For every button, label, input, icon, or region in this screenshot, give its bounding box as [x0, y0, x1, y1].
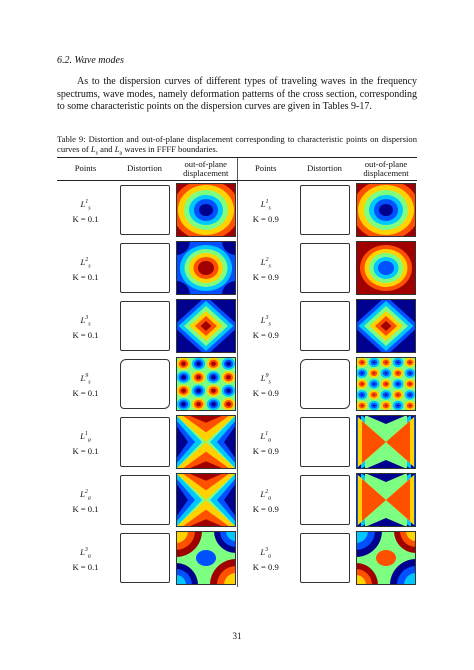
distortion-cell: [114, 413, 175, 471]
page-number: 31: [232, 631, 242, 641]
displacement-contour-map: [176, 415, 236, 469]
point-label: $L^3_a$ K = 0.1: [72, 546, 99, 573]
displacement-contour-map: [176, 183, 236, 237]
header-distortion: Distortion: [294, 158, 355, 181]
distortion-shape: [120, 243, 170, 293]
distortion-shape: [120, 417, 170, 467]
table-header-row: [57, 158, 417, 181]
point-label: $L^3_s$ K = 0.9: [237, 297, 294, 355]
displacement-cell: [355, 471, 417, 529]
displacement-contour-map: [176, 473, 236, 527]
distortion-shape: [120, 185, 170, 235]
point-label: $L^3_a$ K = 0.9: [237, 529, 294, 587]
point-label: $L^9_s$ K = 0.9: [237, 355, 294, 413]
results-table: [57, 157, 417, 587]
distortion-cell: [294, 297, 355, 355]
distortion-cell: [294, 471, 355, 529]
table-row: [57, 529, 417, 587]
displacement-cell: [175, 355, 237, 413]
point-label: $L^2_s$ K = 0.1: [72, 256, 99, 283]
displacement-contour-map: [356, 241, 416, 295]
table-row: [57, 297, 417, 355]
displacement-cell: [175, 297, 237, 355]
table-row: [57, 181, 417, 240]
table-row: [57, 239, 417, 297]
point-label: $L^1_a$ K = 0.1: [72, 430, 99, 457]
distortion-shape: [300, 185, 350, 235]
table-row: [57, 413, 417, 471]
header-points: Points: [57, 158, 114, 181]
displacement-contour-map: [176, 357, 236, 411]
distortion-shape: [300, 417, 350, 467]
distortion-shape: [120, 359, 170, 409]
distortion-cell: [114, 471, 175, 529]
displacement-contour-map: [356, 415, 416, 469]
displacement-contour-map: [356, 357, 416, 411]
table-row: [57, 355, 417, 413]
distortion-cell: [114, 181, 175, 240]
distortion-cell: [114, 529, 175, 587]
displacement-cell: [355, 297, 417, 355]
displacement-contour-map: [356, 531, 416, 585]
header-displacement: out-of-plane displacement: [355, 158, 417, 181]
displacement-cell: [355, 529, 417, 587]
distortion-shape: [300, 533, 350, 583]
header-displacement: out-of-plane displacement: [175, 158, 237, 181]
displacement-cell: [175, 471, 237, 529]
distortion-cell: [294, 529, 355, 587]
point-label: $L^9_s$ K = 0.1: [72, 372, 99, 399]
point-label: $L^1_a$ K = 0.9: [237, 413, 294, 471]
distortion-shape: [300, 359, 350, 409]
displacement-contour-map: [356, 299, 416, 353]
displacement-contour-map: [176, 241, 236, 295]
displacement-cell: [175, 181, 237, 240]
distortion-shape: [300, 301, 350, 351]
distortion-shape: [300, 243, 350, 293]
displacement-cell: [355, 413, 417, 471]
distortion-cell: [114, 355, 175, 413]
displacement-contour-map: [356, 473, 416, 527]
displacement-contour-map: [176, 531, 236, 585]
section-heading: 6.2. Wave modes: [57, 55, 124, 66]
table-caption: Table 9: Distortion and out-of-plane displacement corresponding to characteristic points on dispersion curves of $L_s$ and $L_a$ waves in FFFF boundaries.: [57, 134, 417, 157]
displacement-contour-map: [356, 183, 416, 237]
displacement-cell: [355, 181, 417, 240]
point-label: $L^1_s$ K = 0.1: [72, 198, 99, 225]
distortion-cell: [294, 355, 355, 413]
distortion-shape: [300, 475, 350, 525]
displacement-cell: [355, 239, 417, 297]
displacement-cell: [175, 413, 237, 471]
displacement-contour-map: [176, 299, 236, 353]
distortion-cell: [294, 181, 355, 240]
distortion-shape: [120, 475, 170, 525]
displacement-cell: [175, 529, 237, 587]
table-row: [57, 471, 417, 529]
distortion-shape: [120, 301, 170, 351]
distortion-cell: [294, 413, 355, 471]
distortion-cell: [114, 239, 175, 297]
point-label: $L^2_a$ K = 0.9: [237, 471, 294, 529]
header-distortion: Distortion: [114, 158, 175, 181]
distortion-cell: [114, 297, 175, 355]
point-label: $L^3_s$ K = 0.1: [72, 314, 99, 341]
displacement-cell: [175, 239, 237, 297]
distortion-shape: [120, 533, 170, 583]
point-label: $L^2_s$ K = 0.9: [237, 239, 294, 297]
header-points: Points: [237, 158, 294, 181]
displacement-cell: [355, 355, 417, 413]
intro-paragraph: As to the dispersion curves of different types of traveling waves in the frequency spectrums, wave modes, namely deformation patterns of the cross section, corresponding to some characteristic points on the dispersion curves are given in Tables 9-17.: [57, 76, 417, 113]
point-label: $L^1_s$ K = 0.9: [237, 181, 294, 240]
point-label: $L^2_a$ K = 0.1: [72, 488, 99, 515]
distortion-cell: [294, 239, 355, 297]
